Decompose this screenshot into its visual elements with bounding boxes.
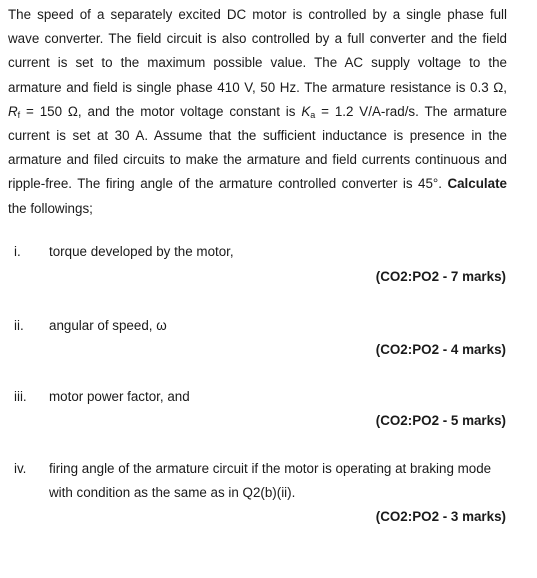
question-text-line-1: firing angle of the armature circuit if the motor is operating at braking mode: [49, 461, 492, 476]
rf-symbol: R: [8, 103, 18, 119]
statement-line-6: current is set at 30 A. Assume that the sufficient inductance is presence in the: [8, 128, 507, 144]
problem-statement: [8, 3, 507, 221]
calculate-label: Calculate: [447, 176, 507, 192]
question-text: motor power factor, and: [49, 389, 190, 404]
question-text: [49, 457, 509, 505]
statement-line-1: The speed of a separately excited DC motor is controlled by a single phase full: [8, 7, 507, 22]
statement-line-8: [8, 172, 507, 196]
question-marks: (CO2:PO2 - 4 marks): [375, 342, 506, 357]
question-text: angular of speed, ω: [49, 318, 167, 333]
question-marks: (CO2:PO2 - 5 marks): [375, 413, 506, 428]
statement-line-5a: = 150 Ω, and the motor voltage constant is: [26, 103, 296, 119]
ka-symbol: K: [301, 103, 311, 119]
question-number: i.: [14, 244, 21, 259]
rf-subscript: f: [17, 109, 21, 120]
statement-line-8a: ripple-free. The firing angle of the armature controlled converter is 45°.: [8, 176, 442, 192]
question-number: iii.: [14, 389, 27, 404]
statement-line-3: current is set to the maximum possible value. The AC supply voltage to the: [8, 55, 507, 71]
statement-line-5b: = 1.2 V/A-rad/s. The armature: [321, 103, 507, 119]
question-text-line-2: with condition as the same as in Q2(b)(ii).: [49, 485, 296, 500]
question-text: torque developed by the motor,: [49, 244, 234, 259]
question-marks: (CO2:PO2 - 3 marks): [375, 509, 506, 524]
question-marks: (CO2:PO2 - 7 marks): [375, 269, 506, 284]
question-number: iv.: [14, 461, 27, 476]
statement-line-7: armature and filed circuits to make the armature and field currents continuous and: [8, 152, 507, 168]
statement-line-9: the followings;: [8, 200, 93, 216]
ka-subscript: a: [310, 109, 316, 120]
statement-line-2: wave converter. The field circuit is also controlled by a full converter and the field: [8, 31, 507, 47]
statement-line-5: [8, 100, 507, 124]
statement-line-4: armature and field is single phase 410 V, 50 Hz. The armature resistance is 0.3 Ω,: [8, 79, 507, 95]
question-number: ii.: [14, 318, 24, 333]
